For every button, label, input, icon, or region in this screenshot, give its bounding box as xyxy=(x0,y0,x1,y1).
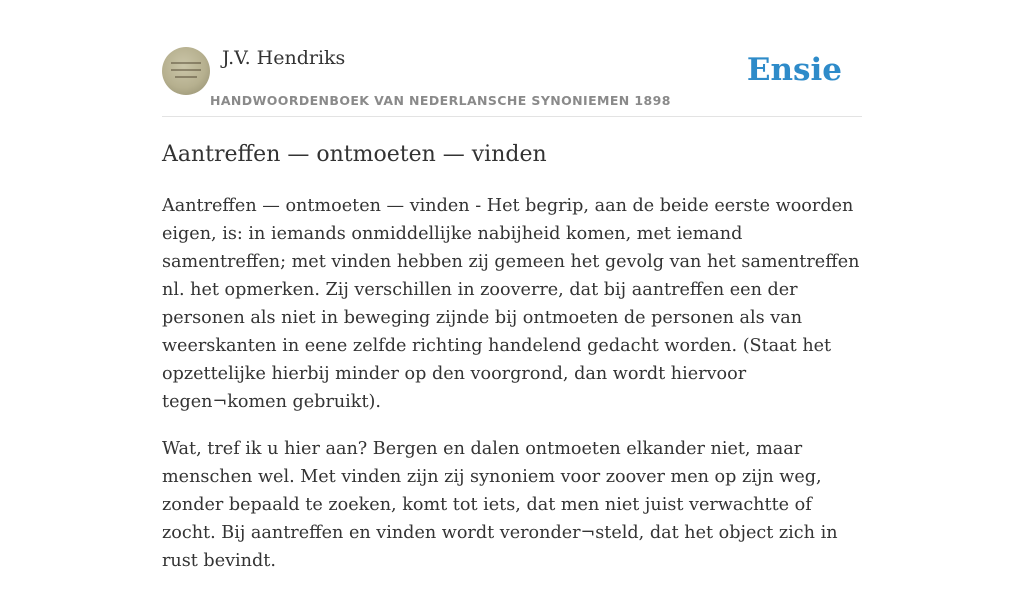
book-cover-line xyxy=(171,69,201,71)
source-title[interactable]: HANDWOORDENBOEK VAN NEDERLANSCHE SYNONIEMEN 1898 xyxy=(210,93,671,108)
entry-header xyxy=(162,46,862,117)
book-cover-line xyxy=(175,76,197,78)
article-paragraph: Aantreffen — ontmoeten — vinden - Het begrip, aan de beide eerste woorden eigen, is: in iemands onmiddellijke nabijheid komen, met iemand samentreffen; met vinden hebben zij gemeen het gevolg van het samentreffen nl. het opmerken. Zij verschillen in zooverre, dat bij aantreffen een der personen als niet in beweging zijnde bij ontmoeten de personen als van weerskanten in eene zelfde richting handelend gedacht worden. (Staat het opzettelijke hierbij minder op den voorgrond, dan wordt hiervoor tegen¬komen gebruikt). xyxy=(162,196,860,412)
author-avatar[interactable] xyxy=(162,47,210,95)
article-body xyxy=(162,192,867,594)
article-title: Aantreffen — ontmoeten — vinden xyxy=(162,142,547,167)
book-cover-icon xyxy=(171,62,201,64)
brand-logo[interactable]: Ensie xyxy=(746,52,842,88)
author-name[interactable]: J.V. Hendriks xyxy=(222,47,346,69)
article-paragraph: Wat, tref ik u hier aan? Bergen en dalen ontmoeten elkander niet, maar menschen wel. Met vinden zijn zij synoniem voor zoover men op zijn weg, zonder bepaald te zoeken, komt tot iets, dat men niet juist verwachtte of zocht. Bij aantreffen en vinden wordt veronder¬steld, dat het object zich in rust bevindt. xyxy=(162,439,838,571)
